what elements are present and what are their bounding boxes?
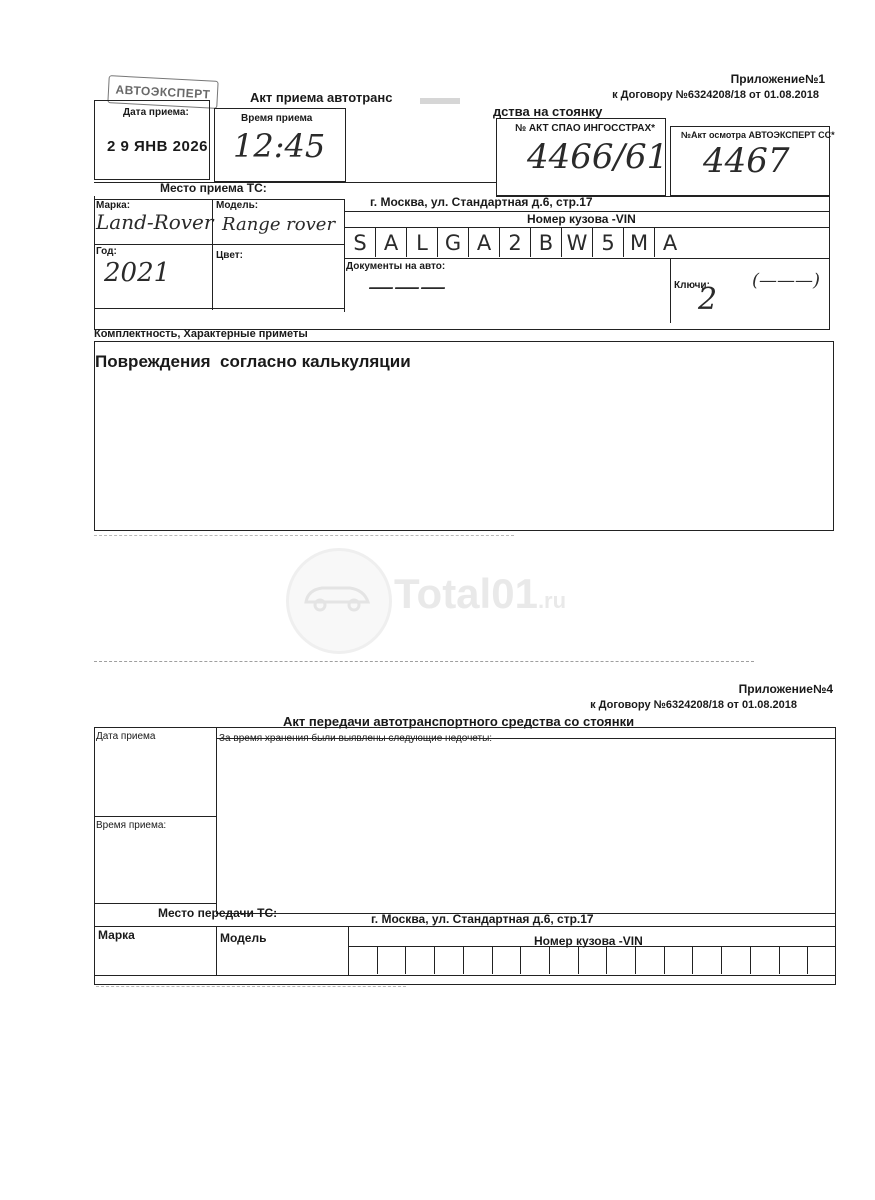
release-vin-cell [750, 947, 779, 974]
release-vin-cell [549, 947, 578, 974]
release-vin-cell [606, 947, 635, 974]
appendix-4-label: Приложение№4 [738, 682, 833, 696]
vin-grid-top [344, 227, 830, 259]
release-vin-cell [348, 947, 377, 974]
model-label: Модель: [216, 200, 259, 211]
docs-label: Документы на авто: [346, 261, 446, 272]
release-vin-label: Номер кузова -VIN [534, 934, 643, 948]
release-vin-cell [779, 947, 808, 974]
release-vin-grid [348, 946, 836, 976]
stamp-text: АВТОЭКСПЕРТ [115, 82, 211, 102]
release-make-divider [216, 926, 217, 976]
watermark-text [394, 570, 566, 618]
release-date-label: Дата приема [96, 731, 156, 742]
vin-cell-top: 5 [592, 228, 623, 257]
time-value: 12:45 [233, 127, 326, 165]
release-place-row [94, 903, 216, 904]
vin-cell-top: L [406, 228, 437, 257]
cut-edge-bottom [96, 986, 406, 987]
release-vin-cell [635, 947, 664, 974]
place-value-top: г. Москва, ул. Стандартная д.6, стр.17 [370, 195, 593, 209]
date-box [94, 100, 210, 180]
contract-ref-top: к Договору №6324208/18 от 01.08.2018 [612, 89, 819, 101]
act-number-value: 4466/61 [527, 137, 669, 177]
time-box [214, 108, 346, 182]
year-label: Год: [96, 246, 117, 257]
act-title-left: Акт приема автотранс [250, 90, 393, 105]
date-label: Дата приема: [123, 107, 189, 118]
release-time-label: Время приема: [96, 820, 167, 831]
contract-ref-bottom: к Договору №6324208/18 от 01.08.2018 [590, 699, 797, 711]
release-vin-cell [377, 947, 406, 974]
release-vin-cell [463, 947, 492, 974]
place-label-top: Место приема ТС: [160, 181, 267, 195]
release-act-title: Акт передачи автотранспортного средства со стоянки [283, 714, 635, 729]
inspection-number-label: №Акт осмотра АВТОЭКСПЕРТ СС* [681, 130, 835, 140]
release-make-label: Марка [98, 928, 135, 942]
vin-cell-top: B [530, 228, 561, 257]
release-vin-cell [434, 947, 463, 974]
keys-extra: (———) [752, 270, 821, 291]
vin-cell-top: 2 [499, 228, 530, 257]
release-vin-cell [578, 947, 607, 974]
release-vin-cell [405, 947, 434, 974]
release-bottom-left [94, 975, 348, 976]
act-number-box [496, 118, 669, 196]
make-label: Марка: [96, 200, 131, 211]
model-value: Range rover [222, 214, 336, 235]
release-vin-cell [692, 947, 721, 974]
docs-keys-divider [670, 259, 671, 323]
vin-cell-top: G [437, 228, 468, 257]
vin-cell-top: M [623, 228, 654, 257]
complect-box [94, 341, 834, 531]
vin-cell-top: S [344, 228, 375, 257]
act-number-label: № АКТ СПАО ИНГОССТРАХ* [515, 123, 656, 134]
docs-value: ——— [368, 272, 446, 302]
release-vin-cell [520, 947, 549, 974]
release-model-label: Модель [220, 931, 267, 945]
vin-cell-top: A [654, 228, 685, 257]
release-vin-cell [664, 947, 693, 974]
inspection-number-box [670, 126, 835, 196]
release-place-value: г. Москва, ул. Стандартная д.6, стр.17 [371, 912, 594, 926]
act-title-right: дства на стоянку [493, 104, 603, 119]
vin-label-top: Номер кузова -VIN [527, 212, 636, 226]
release-vehicle-row [94, 926, 836, 927]
separator-scan-line [94, 661, 754, 662]
release-vin-cell [721, 947, 750, 974]
time-label: Время приема [241, 113, 313, 124]
cut-edge-top [94, 535, 514, 536]
release-place-label: Место передачи ТС: [158, 906, 278, 920]
release-defects-label: За время хранения были выявлены следующие недочеты: [219, 733, 493, 744]
watermark [286, 548, 596, 698]
vin-cell-top: A [375, 228, 406, 257]
watermark-brand: Total01 [394, 570, 538, 617]
date-value: 2 9 ЯНВ 2026 [107, 138, 209, 155]
year-value: 2021 [104, 258, 171, 288]
make-value: Land-Rover [96, 210, 214, 234]
keys-label: Ключи: [674, 280, 710, 291]
release-vin-cell [807, 947, 836, 974]
complect-label: Комплектность, Характерные приметы [94, 328, 308, 340]
year-row-bottom [94, 308, 344, 309]
release-vin-cell [492, 947, 521, 974]
release-time-row [94, 816, 216, 817]
vin-cell-top: W [561, 228, 592, 257]
color-label: Цвет: [216, 250, 243, 261]
car-icon [300, 578, 374, 614]
inspection-number-value: 4467 [703, 141, 790, 181]
watermark-suffix: .ru [537, 588, 567, 613]
appendix-1-label: Приложение№1 [730, 72, 825, 86]
keys-value: 2 [698, 282, 718, 317]
place-row-top [94, 182, 496, 183]
year-row-top [94, 244, 344, 245]
title-smudge [420, 98, 460, 104]
complect-value: Повреждения согласно калькуляции [95, 352, 411, 371]
defects-box [216, 738, 836, 914]
vin-cell-top: A [468, 228, 499, 257]
